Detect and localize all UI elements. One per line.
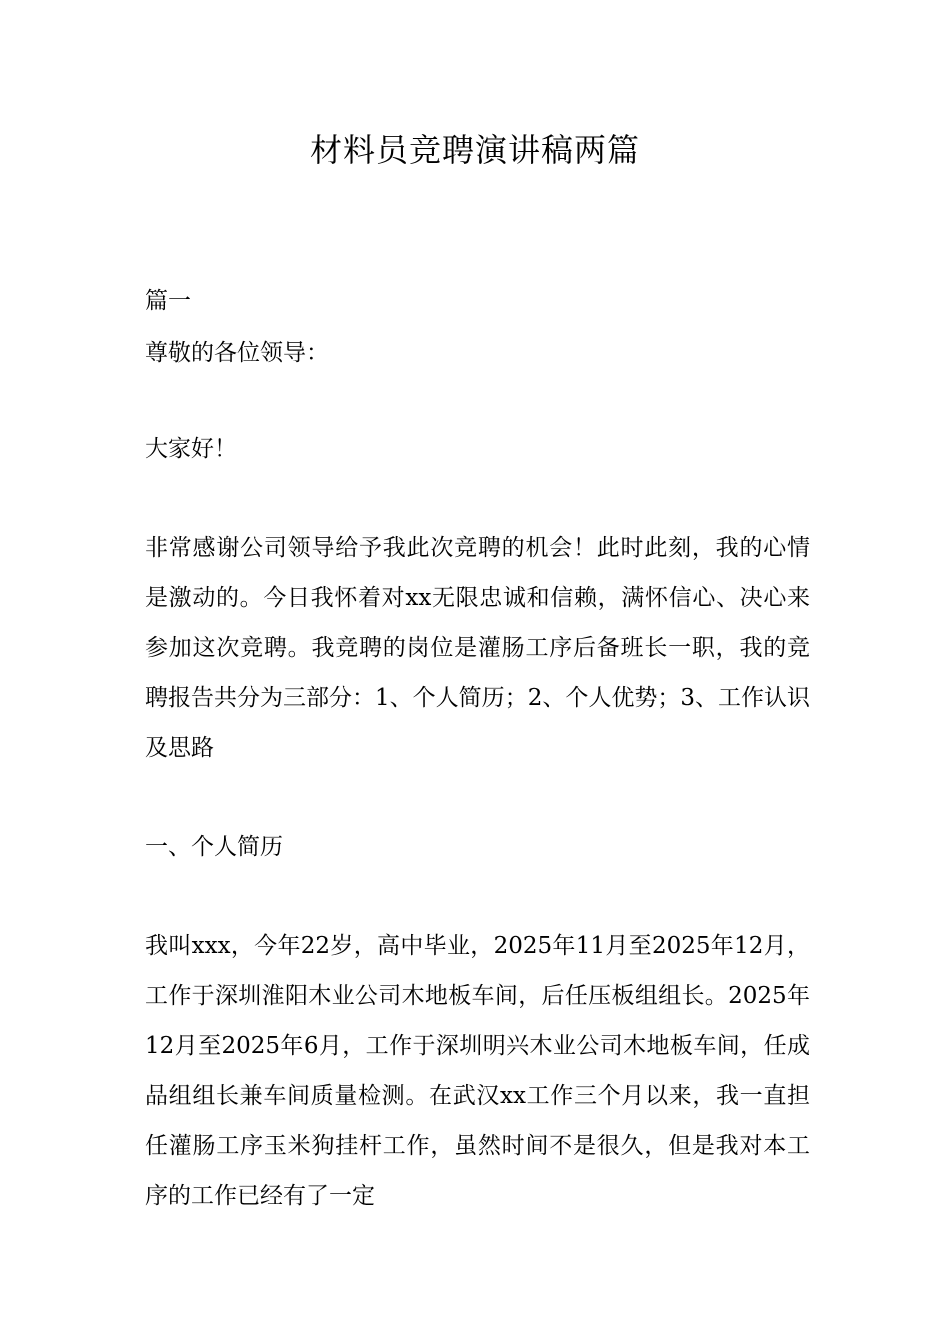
section-label: 篇一	[145, 288, 191, 314]
section-heading-resume: 一、个人简历	[145, 834, 283, 860]
intro-paragraph: 非常感谢公司领导给予我此次竞聘的机会！此时此刻，我的心情是激动的。今日我怀着对xx无限忠诚和信赖，满怀信心、决心来参加这次竞聘。我竞聘的岗位是灌肠工序后备班长一职，我的竞聘报告共分为三部分：1、个人简历；2、个人优势；3、工作认识及思路	[145, 535, 810, 761]
resume-paragraph: 我叫xxx，今年22岁，高中毕业，2025年11月至2025年12月，工作于深圳淮阳木业公司木地板车间，后任压板组组长。2025年12月至2025年6月，工作于深圳明兴木业公司木地板车间，任成品组组长兼车间质量检测。在武汉xx工作三个月以来，我一直担任灌肠工序玉米狗挂杆工作，虽然时间不是很久，但是我对本工序的工作已经有了一定	[145, 933, 810, 1209]
salutation: 尊敬的各位领导：	[145, 340, 329, 366]
document-title: 材料员竞聘演讲稿两篇	[309, 131, 640, 169]
greeting: 大家好！	[145, 436, 237, 462]
